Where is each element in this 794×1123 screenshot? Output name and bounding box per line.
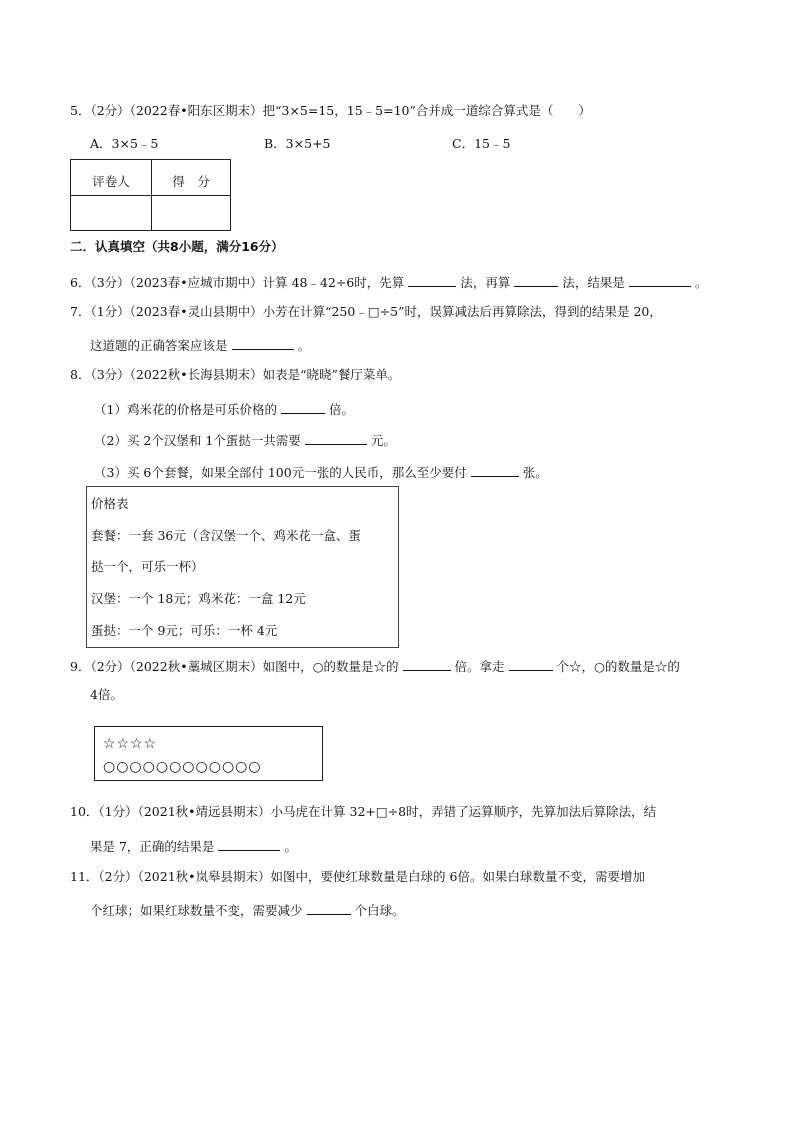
q8-sub-1: [94, 401, 354, 417]
q11-line-2: [90, 902, 405, 918]
q8-sub2-text-2: 元。: [370, 433, 396, 448]
q10-text-2: 。: [284, 839, 297, 854]
q11-text-2: 个白球。: [354, 903, 405, 918]
answer-blank[interactable]: [408, 274, 456, 287]
q5-option-a: A．3×5﹣5: [90, 136, 159, 151]
q11-text-1: 个红球；如果红球数量不变，需要减少: [90, 903, 303, 918]
price-table: [86, 486, 399, 648]
q5-option-c: C．15﹣5: [452, 136, 511, 151]
answer-blank[interactable]: [403, 658, 451, 671]
q7-line-1: 7．（1分）（2023春•灵山县期中）小芳在计算“250﹣□÷5”时，误算减法后再算除法，得到的结果是 20，: [70, 304, 662, 319]
q9-text-2: 倍。拿走: [454, 659, 505, 674]
q10-line-2: [90, 838, 297, 854]
circles-row: ○○○○○○○○○○○○: [103, 759, 262, 775]
stars-row: ☆☆☆☆: [103, 736, 158, 752]
q8-sub3-text-1: （3）买 6个套餐，如果全部付 100元一张的人民币，那么至少要付: [94, 465, 467, 480]
q10-line-1: 10．（1分）（2021秋•靖远县期末）小马虎在计算 32+□÷8时，弄错了运算顺序，先算加法后算除法，结: [70, 804, 657, 819]
price-table-line: 汉堡：一个 18元；鸡米花：一盒 12元: [91, 591, 306, 606]
q6-text-4: 。: [694, 275, 708, 290]
answer-blank[interactable]: [307, 902, 351, 915]
price-table-line: 挞一个，可乐一杯）: [91, 559, 204, 574]
grader-header: 评卷人: [92, 174, 130, 189]
q8-sub1-text-1: （1）鸡米花的价格是可乐价格的: [94, 402, 277, 417]
shapes-figure: [94, 726, 323, 781]
q7-line-2: [90, 337, 310, 353]
answer-blank[interactable]: [281, 401, 325, 414]
q7-text-2: 。: [297, 338, 311, 353]
q11-line-1: 11．（2分）（2021秋•岚皋县期末）如图中，要使红球数量是白球的 6倍。如果白球数量不变，需要增加: [70, 869, 645, 884]
section-title: 二．认真填空（共8小题，满分16分）: [70, 239, 284, 254]
q8-sub2-text-1: （2）买 2个汉堡和 1个蛋挞一共需要: [94, 433, 301, 448]
q7-text-1: 这道题的正确答案应该是: [90, 338, 228, 353]
q8-sub-3: [94, 464, 548, 480]
q9-text-3: 个☆，○的数量是☆的: [556, 659, 680, 674]
price-table-line: 蛋挞：一个 9元；可乐：一杯 4元: [91, 623, 278, 638]
q9-line-2: 4倍。: [90, 687, 123, 702]
q8-sub-2: [94, 432, 396, 448]
answer-blank[interactable]: [218, 838, 280, 851]
score-header: 得 分: [172, 174, 210, 189]
answer-blank[interactable]: [629, 274, 691, 287]
q6-text-3: 法，结果是: [562, 275, 625, 290]
q8-stem: 8．（3分）（2022秋•长海县期末）如表是“晓晓”餐厅菜单。: [70, 367, 401, 382]
price-table-line: 套餐：一套 36元（含汉堡一个、鸡米花一盒、蛋: [91, 528, 361, 543]
q5-option-b: B．3×5+5: [264, 136, 331, 151]
answer-blank[interactable]: [471, 464, 519, 477]
answer-blank[interactable]: [232, 337, 294, 350]
q6-line: [70, 274, 707, 290]
q6-text-1: 6．（3分）（2023春•应城市期中）计算 48﹣42÷6时，先算: [70, 275, 405, 290]
answer-blank[interactable]: [305, 432, 367, 445]
q8-sub3-text-2: 张。: [522, 465, 548, 480]
table-divider-horizontal: [71, 195, 230, 196]
answer-blank[interactable]: [514, 274, 558, 287]
q9-text-1: 9．（2分）（2022秋•藁城区期末）如图中，○的数量是☆的: [70, 659, 399, 674]
q9-line-1: [70, 658, 680, 674]
q5-stem: 5．（2分）（2022春•阳东区期末）把“3×5=15，15﹣5=10”合并成一道综合算式是（ ）: [70, 103, 591, 118]
score-table: [70, 159, 231, 231]
q10-text-1: 果是 7，正确的结果是: [90, 839, 215, 854]
price-table-title: 价格表: [91, 496, 129, 511]
q8-sub1-text-2: 倍。: [328, 402, 354, 417]
answer-blank[interactable]: [509, 658, 553, 671]
q6-text-2: 法，再算: [460, 275, 511, 290]
